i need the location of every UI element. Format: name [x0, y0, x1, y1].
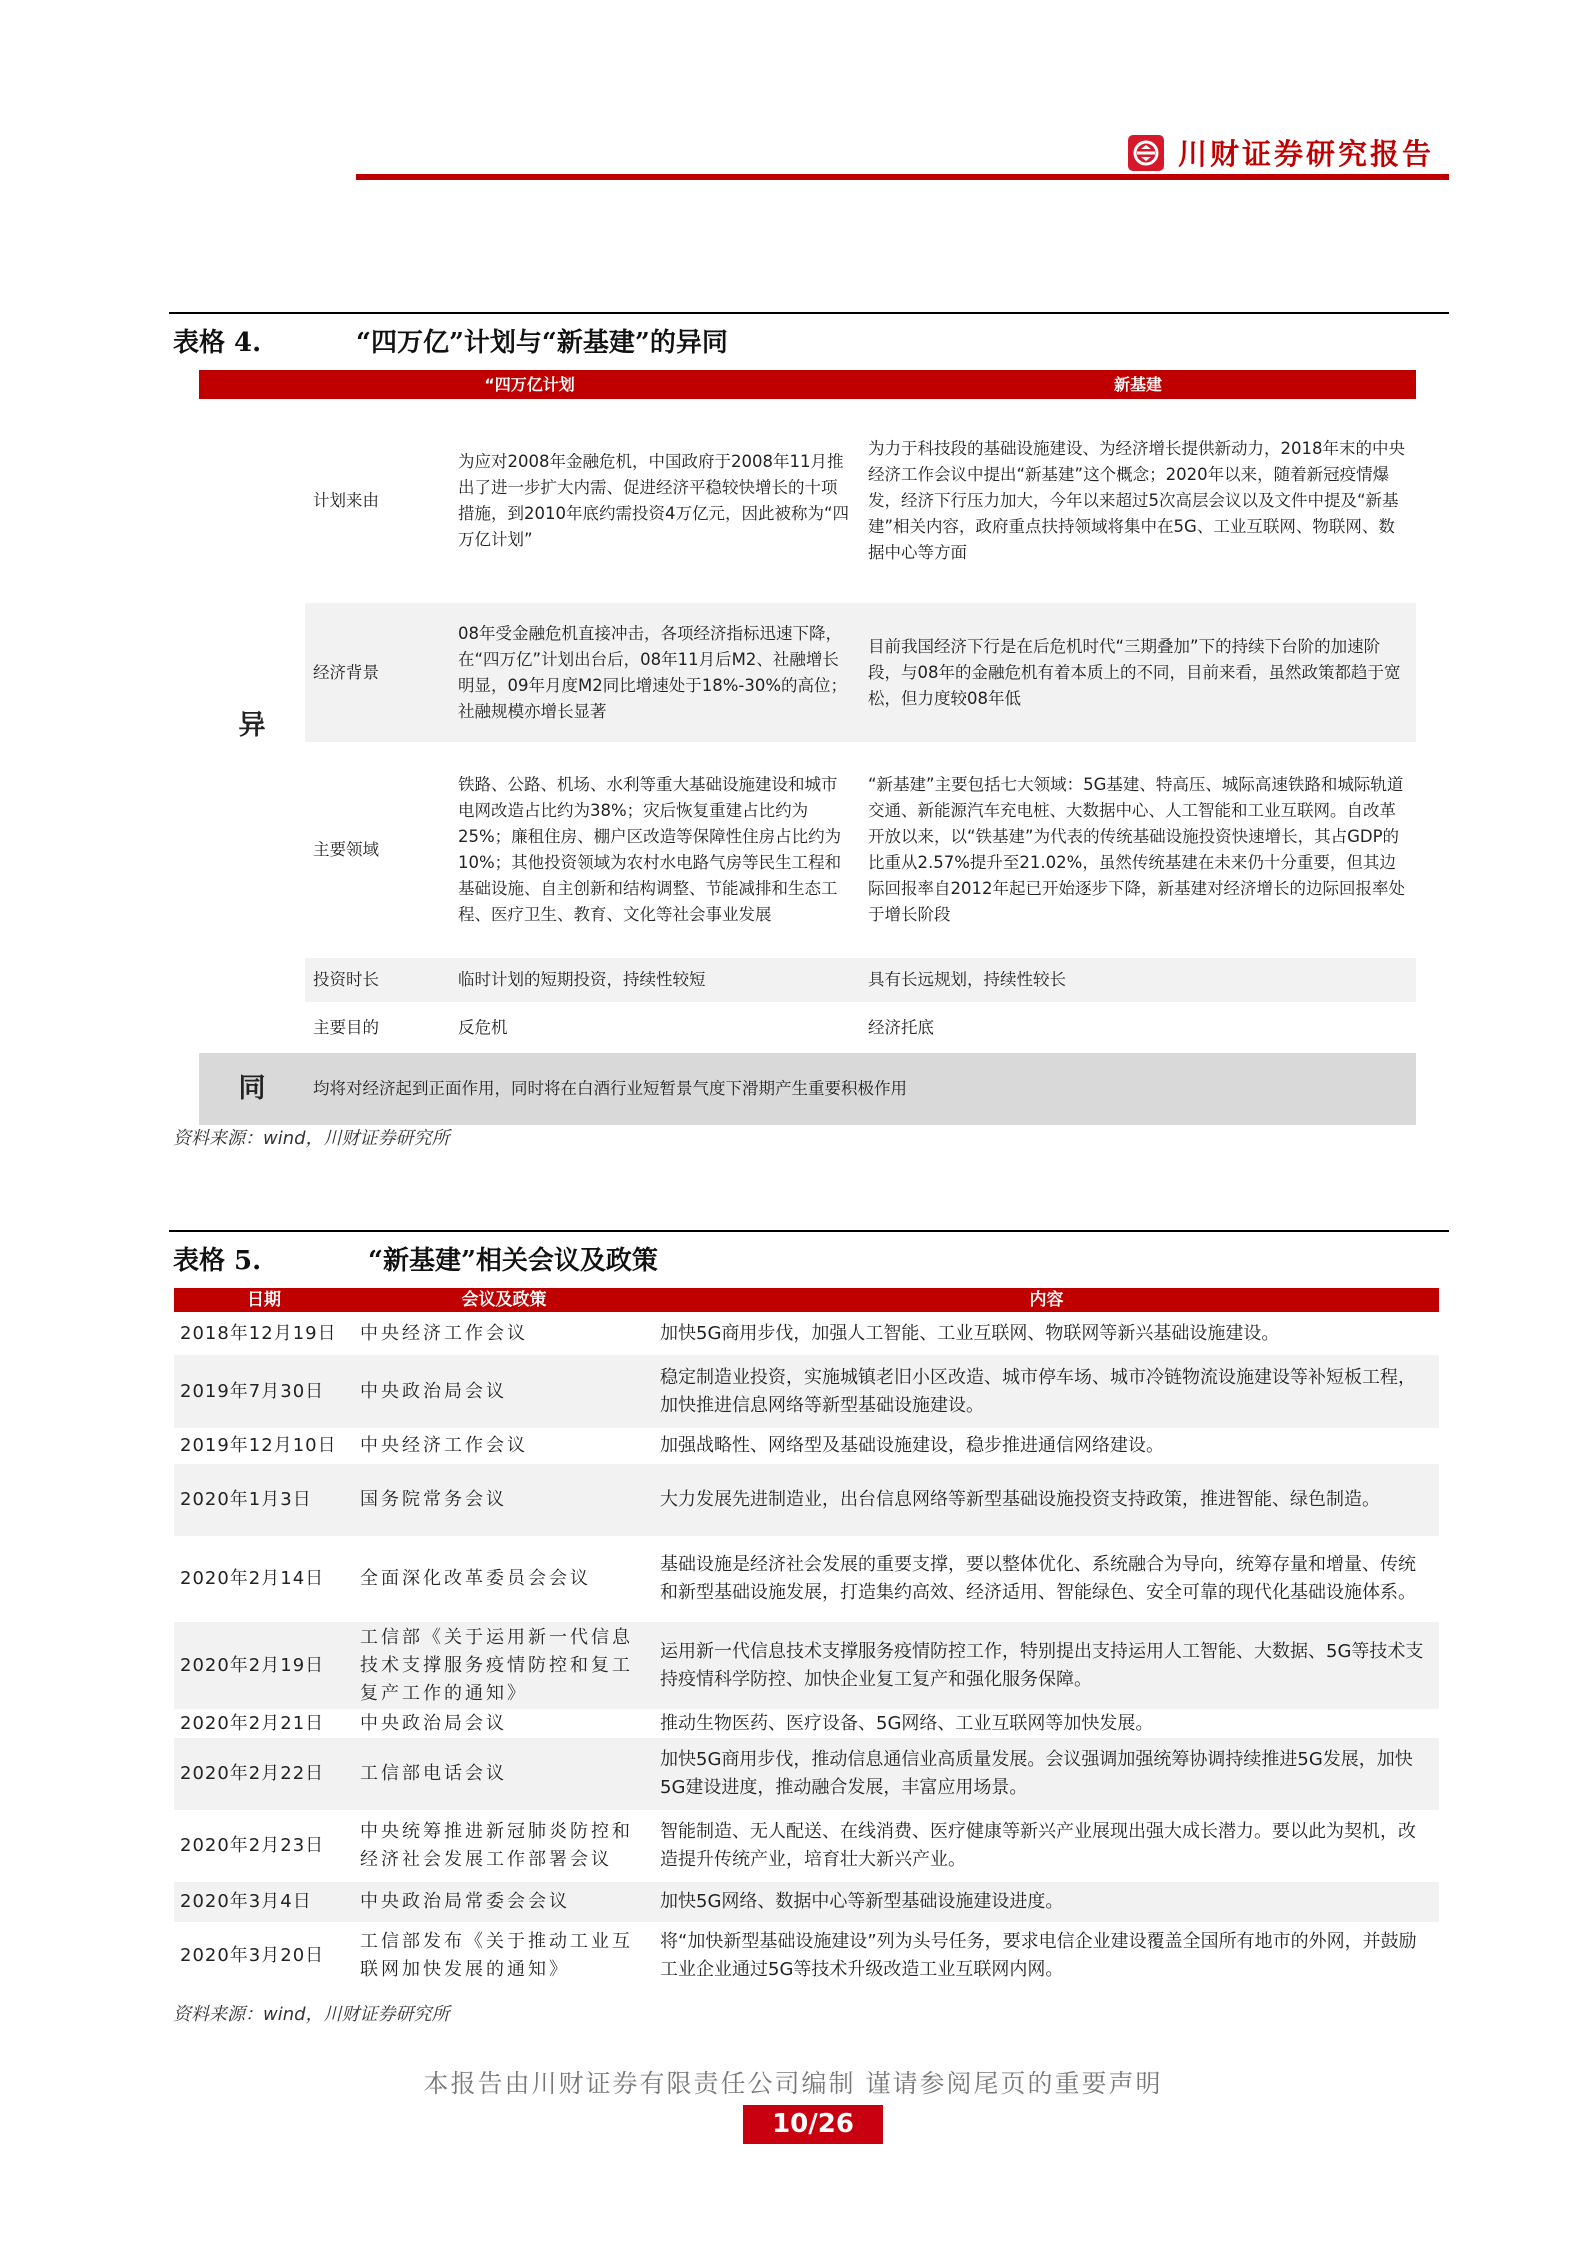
meeting-cell: 全面深化改革委员会会议 [360, 1568, 591, 1589]
table-row [174, 1355, 1439, 1428]
cell-new-infrastructure: 具有长远规划，持续性较长 [868, 970, 1066, 989]
table4 [199, 370, 1416, 1125]
table4-title: “四万亿”计划与“新基建”的异同 [356, 328, 728, 358]
table-row [174, 1922, 1439, 1990]
table-row [174, 1312, 1439, 1355]
cell-new-infrastructure: 经济托底 [868, 1017, 934, 1037]
table4-source: 资料来源：wind，川财证券研究所 [173, 1128, 450, 1149]
diff-label: 异 [238, 710, 266, 741]
date-cell: 2020年2月21日 [180, 1712, 325, 1734]
same-label: 同 [238, 1073, 266, 1104]
brand-title: 川财证券研究报告 [1178, 137, 1435, 171]
table4-header-row [199, 370, 1416, 399]
date-cell: 2020年2月22日 [180, 1763, 325, 1784]
table5-top-rule [169, 1230, 1449, 1232]
table-row [174, 1536, 1439, 1622]
col-header-new-infrastructure: 新基建 [860, 370, 1416, 399]
chuancai-logo-icon [1128, 135, 1164, 171]
row-label: 主要目的 [313, 1017, 379, 1037]
meeting-cell: 中央统筹推进新冠肺炎防控和经济社会发展工作部署会议 [360, 1821, 633, 1870]
table-row [174, 1622, 1439, 1709]
table-row [174, 1810, 1439, 1882]
content-cell: 基础设施是经济社会发展的重要支撑，要以整体优化、系统融合为导向，统筹存量和增量、传统和新型基础设施发展，打造集约高效、经济适用、智能绿色、安全可靠的现代化基础设施体系。 [660, 1554, 1416, 1603]
row-label: 计划来由 [313, 491, 379, 510]
table-row [174, 1709, 1439, 1738]
content-cell: 加快5G商用步伐，加强人工智能、工业互联网、物联网等新兴基础设施建设。 [660, 1322, 1280, 1344]
cell-new-infrastructure: “新基建”主要包括七大领域：5G基建、特高压、城际高速铁路和城际轨道交通、新能源汽车充电桩、大数据中心、人工智能和工业互联网。自改革开放以来，以“铁基建”为代表的传统基础设施投资快速增长，其占GDP的比重从2.57%提升至21.02%，虽然传统基建在未来仍十分重要，但其边际回报率自2012年起已开始逐步下降，新基建对经济增长的边际回报率处于增长阶段 [868, 775, 1405, 924]
meeting-cell: 中央政治局会议 [360, 1712, 507, 1734]
cell-new-infrastructure: 目前我国经济下行是在后危机时代“三期叠加”下的持续下台阶的加速阶段，与08年的金融危机有着本质上的不同，目前来看，虽然政策都趋于宽松，但力度较08年低 [868, 636, 1401, 708]
meeting-cell: 国务院常务会议 [360, 1489, 507, 1510]
date-cell: 2019年12月10日 [180, 1435, 337, 1456]
date-cell: 2020年2月23日 [180, 1835, 325, 1856]
table-row [199, 742, 1416, 958]
date-cell: 2020年1月3日 [180, 1489, 312, 1510]
footer-disclaimer: 本报告由川财证券有限责任公司编制 谨请参阅尾页的重要声明 [423, 2069, 1163, 2098]
date-cell: 2020年2月19日 [180, 1654, 325, 1676]
content-cell: 稳定制造业投资，实施城镇老旧小区改造、城市停车场、城市冷链物流设施建设等补短板工程，加快推进信息网络等新型基础设施建设。 [660, 1366, 1416, 1416]
table5-source: 资料来源：wind，川财证券研究所 [173, 2004, 450, 2025]
col-header-four-trillion: “四万亿计划 [199, 370, 860, 399]
content-cell: 加快5G商用步伐，推动信息通信业高质量发展。会议强调加强统筹协调持续推进5G发展，加快5G建设进度，推动融合发展，丰富应用场景。 [660, 1749, 1413, 1798]
table4-label: 表格 4. [173, 328, 262, 358]
col-header-meeting: 会议及政策 [354, 1288, 654, 1312]
meeting-cell: 中央经济工作会议 [360, 1322, 528, 1344]
table5 [174, 1288, 1439, 1990]
cell-four-trillion: 08年受金融危机直接冲击，各项经济指标迅速下降，在“四万亿”计划出台后，08年11月后M2、社融增长明显，09年月度M2同比增速处于18%-30%的高位；社融规模亦增长显著 [458, 623, 848, 721]
row-label: 主要领域 [313, 840, 379, 859]
table-row [199, 958, 1416, 1002]
date-cell: 2018年12月19日 [180, 1322, 337, 1344]
meeting-cell: 中央政治局常委会会议 [360, 1891, 570, 1912]
page-number: 10/26 [743, 2105, 883, 2144]
cell-four-trillion: 反危机 [458, 1017, 508, 1037]
meeting-cell: 中央政治局会议 [360, 1380, 507, 1402]
date-cell: 2020年3月20日 [180, 1945, 325, 1966]
content-cell: 智能制造、无人配送、在线消费、医疗健康等新兴产业展现出强大成长潜力。要以此为契机，改造提升传统产业，培育壮大新兴产业。 [660, 1821, 1416, 1870]
cell-four-trillion: 为应对2008年金融危机，中国政府于2008年11月推出了进一步扩大内需、促进经济平稳较快增长的十项措施，到2010年底约需投资4万亿元，因此被称为“四万亿计划” [458, 452, 850, 549]
meeting-cell: 工信部《关于运用新一代信息技术支撑服务疫情防控和复工复产工作的通知》 [360, 1626, 633, 1704]
same-text: 均将对经济起到正面作用，同时将在白酒行业短暂景气度下滑期产生重要积极作用 [313, 1079, 907, 1098]
content-cell: 推动生物医药、医疗设备、5G网络、工业互联网等加快发展。 [660, 1712, 1154, 1734]
meeting-cell: 中央经济工作会议 [360, 1435, 528, 1456]
meeting-cell: 工信部发布《关于推动工业互联网加快发展的通知》 [360, 1931, 633, 1980]
table5-title: “新基建”相关会议及政策 [368, 1246, 658, 1276]
header-divider [356, 174, 1449, 180]
same-row [199, 1053, 1416, 1125]
content-cell: 将“加快新型基础设施建设”列为头号任务，要求电信企业建设覆盖全国所有地市的外网，并鼓励工业企业通过5G等技术升级改造工业互联网内网。 [660, 1931, 1417, 1980]
table-row [174, 1738, 1439, 1810]
cell-four-trillion: 临时计划的短期投资，持续性较短 [458, 970, 706, 989]
content-cell: 加强战略性、网络型及基础设施建设，稳步推进通信网络建设。 [660, 1435, 1164, 1456]
col-header-date: 日期 [174, 1288, 354, 1312]
date-cell: 2020年2月14日 [180, 1568, 325, 1589]
col-header-content: 内容 [654, 1288, 1439, 1312]
table5-label: 表格 5. [173, 1246, 262, 1276]
table5-header-row [174, 1288, 1439, 1312]
table-row [199, 399, 1416, 603]
content-cell: 大力发展先进制造业，出台信息网络等新型基础设施投资支持政策，推进智能、绿色制造。 [660, 1489, 1380, 1510]
table-row [174, 1464, 1439, 1536]
cell-new-infrastructure: 为力于科技段的基础设施建设、为经济增长提供新动力，2018年末的中央经济工作会议中提出“新基建”这个概念；2020年以来，随着新冠疫情爆发，经济下行压力加大，今年以来超过5次高层会议以及文件中提及“新基建”相关内容，政府重点扶持领域将集中在5G、工业互联网、物联网、数据中心等方面 [868, 439, 1405, 562]
row-label: 经济背景 [313, 662, 379, 682]
table-row [174, 1428, 1439, 1464]
content-cell: 加快5G网络、数据中心等新型基础设施建设进度。 [660, 1891, 1064, 1912]
table-row [199, 1002, 1416, 1053]
row-label: 投资时长 [313, 970, 379, 989]
meeting-cell: 工信部电话会议 [360, 1763, 507, 1784]
date-cell: 2020年3月4日 [180, 1891, 312, 1912]
table-row [199, 603, 1416, 742]
content-cell: 运用新一代信息技术支撑服务疫情防控工作，特别提出支持运用人工智能、大数据、5G等技术支持疫情科学防控、加快企业复工复产和强化服务保障。 [660, 1640, 1424, 1690]
table-row [174, 1882, 1439, 1922]
brand-header [1128, 132, 1434, 173]
date-cell: 2019年7月30日 [180, 1380, 325, 1402]
cell-four-trillion: 铁路、公路、机场、水利等重大基础设施建设和城市电网改造占比约为38%；灾后恢复重建占比约为25%；廉租住房、棚户区改造等保障性住房占比约为10%；其他投资领域为农村水电路气房等民生工程和基础设施、自主创新和结构调整、节能减排和生态工程、医疗卫生、教育、文化等社会事业发展 [458, 775, 842, 924]
table4-top-rule [169, 312, 1449, 314]
